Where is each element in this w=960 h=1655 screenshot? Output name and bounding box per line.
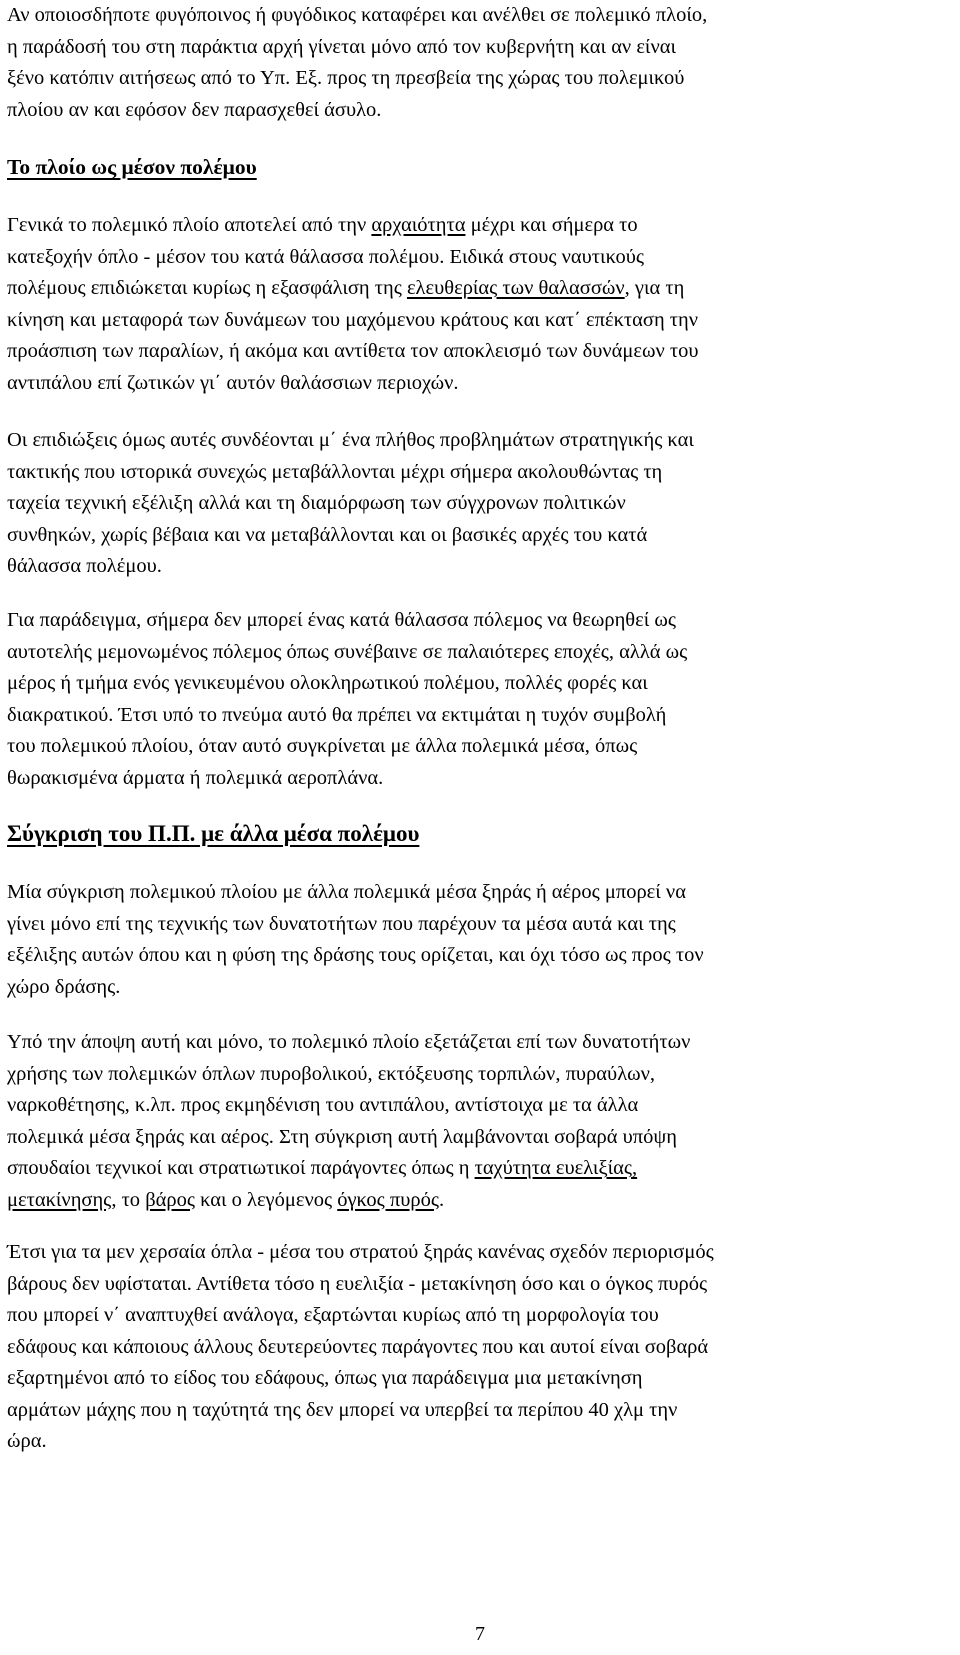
paragraph-comparison-basis: Μία σύγκριση πολεμικού πλοίου με άλλα πολεμικά μέσα ξηράς ή αέρος μπορεί να γίνει μόνο επί της τεχνικής των δυνατοτήτων που παρέχουν τα μέσα αυτά και της εξέλιξης αυτών όπου και η φύση της δράσης τους ορίζεται, και όχι τόσο ως προς τον χώρο δράσης.: [7, 881, 704, 998]
paragraph-text: και ο λεγόμενος: [194, 1188, 338, 1211]
paragraph-text: , για τη κίνηση και μεταφορά των δυνάμεων του μαχόμενου κράτους και κατ΄ επέκταση την προάσπιση των παραλίων, ή ακόμα και αντίθετα τον αποκλεισμό των δυνάμεων του αντιπάλου επί ζωτικών γι΄ αυτόν θαλάσσιων περιοχών.: [7, 277, 699, 394]
heading-comparison-with-other-means: Σύγκριση του Π.Π. με άλλα μέσα πολέμου: [7, 821, 420, 846]
underlined-term-speed-agility: ταχύτητα ευελιξίας,: [474, 1157, 638, 1179]
page-number: 7: [475, 1623, 485, 1645]
paragraph-strategy-problems: Οι επιδιώξεις όμως αυτές συνδέονται μ΄ ένα πλήθος προβλημάτων στρατηγικής και τακτικής που ιστορικά συνεχώς μεταβάλλονται μέχρι σήμερα ακολουθώντας τη ταχεία τεχνική εξέλιξη αλλά και τη διαμόρφωση των σύγχρονων πολιτικών συνθηκών, χωρίς βέβαια και να μεταβάλλονται και οι βασικές αρχές του κατά θάλασσα πολέμου.: [7, 429, 694, 577]
paragraph-ship-as-weapon: [7, 210, 947, 399]
paragraph-text: μέχρι και σήμερα το κατεξοχήν όπλο - μέσον του κατά θάλασσα πολέμου. Ειδικά στους ναυτικούς πολέμους επιδιώκεται κυρίως η εξασφάλιση της: [7, 214, 644, 299]
underlined-term-volume-of-fire: όγκος πυρός: [337, 1188, 439, 1211]
paragraph-example-total-war: Για παράδειγμα, σήμερα δεν μπορεί ένας κατά θάλασσα πόλεμος να θεωρηθεί ως αυτοτελής μεμονωμένος πόλεμος όπως συνέβαινε σε παλαιότερες εποχές, αλλά ως μέρος ή τμήμα ενός γενικευμένου ολοκληρωτικού πολέμου, πολλές φορές και διακρατικού. Έτσι υπό το πνεύμα αυτό θα πρέπει να εκτιμάται η τυχόν συμβολή του πολεμικού πλοίου, όταν αυτό συγκρίνεται με άλλα πολεμικά μέσα, όπως θωρακισμένα άρματα ή πολεμικά αεροπλάνα.: [7, 609, 688, 789]
paragraph-text: .: [439, 1188, 445, 1211]
paragraph-text: Υπό την άποψη αυτή και μόνο, το πολεμικό πλοίο εξετάζεται επί των δυνατοτήτων χρήσης των πολεμικών όπλων πυροβολικού, εκτόξευσης τορπιλών, πυραύλων, ναρκοθέτησης, κ.λπ. προς εκμηδένιση του αντιπάλου, αντίστοιχα με τα άλλα πολεμικά μέσα ξηράς και αέρος. Στη σύγκριση αυτή λαμβάνονται σοβαρά υπόψη σπουδαίοι τεχνικοί και στρατιωτικοί παράγοντες όπως η: [7, 1031, 691, 1179]
paragraph-weapons-factors: [7, 1027, 947, 1216]
paragraph-text: , το: [111, 1188, 146, 1211]
underlined-term-antiquity: αρχαιότητα: [371, 214, 466, 236]
paragraph-land-weapons: Έτσι για τα μεν χερσαία όπλα - μέσα του στρατού ξηράς κανένας σχεδόν περιορισμός βάρους δεν υφίσταται. Αντίθετα τόσο η ευελιξία - μετακίνηση όσο και ο όγκος πυρός που μπορεί ν΄ αναπτυχθεί ανάλογα, εξαρτώνται κυρίως από τη μορφολογία του εδάφους και κάποιους άλλους δευτερεύοντες παράγοντες που και αυτοί είναι σοβαρά εξαρτημένοι από το είδος του εδάφους, όπως για παράδειγμα μια μετακίνηση αρμάτων μάχης που η ταχύτητά της δεν μπορεί να υπερβεί τα περίπου 40 χλμ την ώρα.: [7, 1241, 714, 1452]
underlined-term-freedom-of-seas: ελευθερίας των θαλασσών: [406, 277, 625, 299]
heading-ship-as-means-of-war: Το πλοίο ως μέσον πολέμου: [7, 155, 257, 179]
paragraph-text: Γενικά το πολεμικό πλοίο αποτελεί από την: [7, 214, 372, 236]
underlined-term-weight: βάρος: [145, 1188, 195, 1211]
underlined-term-movement: μετακίνησης: [7, 1188, 112, 1211]
paragraph-asylum-extradition: Αν οποιοσδήποτε φυγόποινος ή φυγόδικος καταφέρει και ανέλθει σε πολεμικό πλοίο, η παράδοσή του στη παράκτια αρχή γίνεται μόνο από τον κυβερνήτη και αν είναι ξένο κατόπιν αιτήσεως από το Υπ. Εξ. προς τη πρεσβεία της χώρας του πολεμικού πλοίου αν και εφόσον δεν παρασχεθεί άσυλο.: [7, 4, 708, 121]
